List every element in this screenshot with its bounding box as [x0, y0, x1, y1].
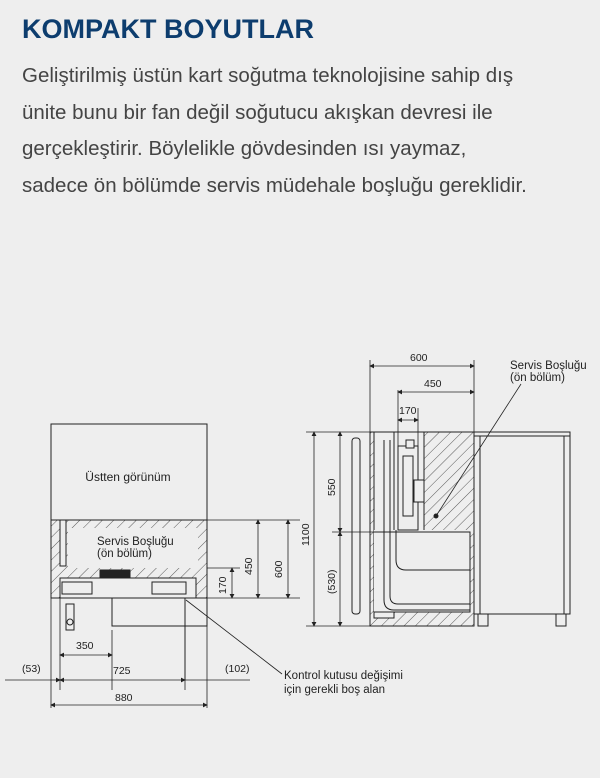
dim-1100: 1100	[300, 523, 312, 546]
dim-53: (53)	[22, 663, 41, 675]
intro-line-3: gerçekleştirir. Böylelikle gövdesinden ısı yaymaz,	[22, 137, 467, 160]
side-view-service-label-1: Servis Boşluğu	[510, 360, 587, 372]
control-box-label-1: Kontrol kutusu değişimi	[284, 670, 403, 682]
dim-550: 550	[326, 478, 338, 496]
top-view-service-label-2: (ön bölüm)	[97, 548, 152, 560]
intro-line-2: ünite bunu bir fan değil soğutucu akışkan devresi ile	[22, 100, 493, 124]
control-box-clearance	[112, 598, 207, 626]
intro-line-4: sadece ön bölümde servis müdehale boşluğu gereklidir.	[22, 173, 527, 197]
dim-170-side: 170	[399, 405, 417, 417]
dim-600-side: 600	[410, 352, 428, 364]
dim-450-top: 450	[243, 557, 255, 575]
dim-880: 880	[115, 692, 133, 704]
dim-170-top: 170	[217, 576, 229, 594]
control-box-label-2: için gerekli boş alan	[284, 684, 386, 696]
dim-725: 725	[113, 665, 131, 677]
dim-530: (530)	[326, 569, 338, 594]
top-view-service-label-1: Servis Boşluğu	[97, 536, 174, 548]
top-view-grille	[100, 570, 130, 578]
dim-350: 350	[76, 640, 94, 652]
dim-102: (102)	[225, 663, 250, 675]
side-view	[352, 432, 570, 626]
page-title: KOMPAKT BOYUTLAR	[22, 14, 314, 44]
intro-line-1: Geliştirilmiş üstün kart soğutma teknolojisine sahip dış	[22, 64, 514, 87]
side-view-service-label-2: (ön bölüm)	[510, 372, 565, 384]
dim-600-top: 600	[273, 560, 285, 578]
dim-450-side: 450	[424, 378, 442, 390]
top-view-label: Üstten görünüm	[85, 470, 171, 484]
side-view-unit	[474, 432, 570, 614]
